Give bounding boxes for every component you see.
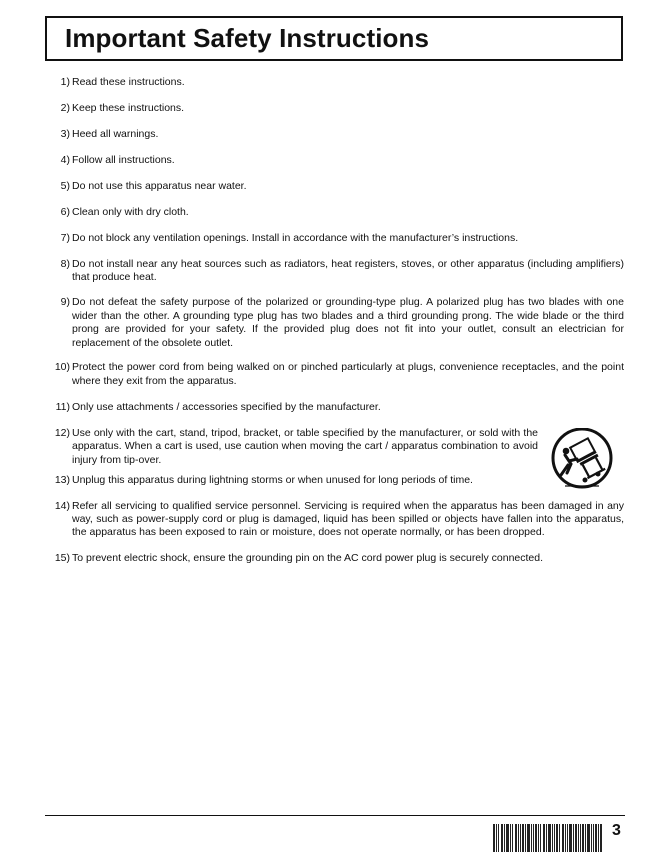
item-text: Protect the power cord from being walked on or pinched particularly at plugs, convenience receptacles, and the point where they exit from the apparatus. [72, 361, 624, 387]
item-number: 7) [60, 232, 70, 244]
list-item [46, 206, 624, 219]
barcode-image [492, 824, 604, 852]
list-item [46, 154, 624, 167]
item-number: 2) [60, 102, 70, 114]
list-item [46, 552, 624, 565]
item-text: Use only with the cart, stand, tripod, bracket, or table specified by the manufacturer, or sold with the apparatus. When a cart is used, use caution when moving the cart / apparatus combination to avoid injury from tip-over. [72, 426, 538, 466]
list-item [46, 232, 624, 245]
list-item [46, 474, 624, 487]
item-text: Heed all warnings. [72, 128, 159, 140]
item-number: 10) [54, 361, 70, 374]
item-number: 4) [60, 154, 70, 166]
item-text: Refer all servicing to qualified service personnel. Servicing is required when the apparatus has been damaged in any way, such as power-supply cord or plug is damaged, liquid has been spilled or objects have fallen into the apparatus, the apparatus has been exposed to rain or moisture, does not operate normally, or has been dropped. [72, 499, 624, 539]
item-text: Do not defeat the safety purpose of the polarized or grounding-type plug. A polarized plug has two blades with one wider than the other. A grounding type plug has two blades and a third grounding prong. The wide blade or the third prong are provided for your safety. If the provided plug does not fit into your outlet, consult an electrician for replacement of the obsolete outlet. [72, 296, 624, 349]
item-text: Do not block any ventilation openings. Install in accordance with the manufacturer’s instructions. [72, 232, 519, 244]
item-text: Unplug this apparatus during lightning storms or when unused for long periods of time. [72, 473, 473, 486]
title-box [45, 16, 623, 61]
item-text: Keep these instructions. [72, 102, 185, 114]
item-text: Read these instructions. [72, 76, 185, 88]
list-item [46, 296, 624, 350]
item-text: Do not install near any heat sources such as radiators, heat registers, stoves, or other apparatus (including amplifiers) that produce heat. [72, 258, 624, 284]
list-item [46, 102, 624, 115]
item-number: 12) [54, 426, 70, 439]
list-item [46, 500, 624, 540]
item-text: Do not use this apparatus near water. [72, 180, 247, 192]
item-number: 13) [54, 473, 70, 486]
list-item [46, 361, 624, 388]
list-item [46, 258, 624, 285]
item-number: 5) [60, 180, 70, 192]
list-item [46, 401, 624, 414]
item-number: 3) [60, 128, 70, 140]
item-text: To prevent electric shock, ensure the grounding pin on the AC cord power plug is securely connected. [72, 552, 544, 565]
item-number: 1) [60, 76, 70, 88]
item-text: Only use attachments / accessories specified by the manufacturer. [72, 400, 381, 413]
item-number: 9) [60, 296, 70, 309]
item-number: 6) [60, 206, 70, 218]
cart-tipover-warning-icon [549, 428, 615, 494]
item-text: Clean only with dry cloth. [72, 206, 189, 218]
list-item [46, 427, 624, 467]
item-text: Follow all instructions. [72, 154, 175, 166]
page-title: Important Safety Instructions [65, 23, 430, 53]
footer-divider [45, 815, 625, 816]
list-item [46, 76, 624, 89]
list-item [46, 180, 624, 193]
item-number: 15) [54, 552, 70, 565]
item-number: 8) [60, 258, 70, 270]
item-number: 14) [54, 499, 70, 512]
item-number: 11) [55, 400, 70, 413]
list-item [46, 128, 624, 141]
safety-instructions-list [46, 76, 624, 566]
page-number: 3 [612, 822, 621, 839]
